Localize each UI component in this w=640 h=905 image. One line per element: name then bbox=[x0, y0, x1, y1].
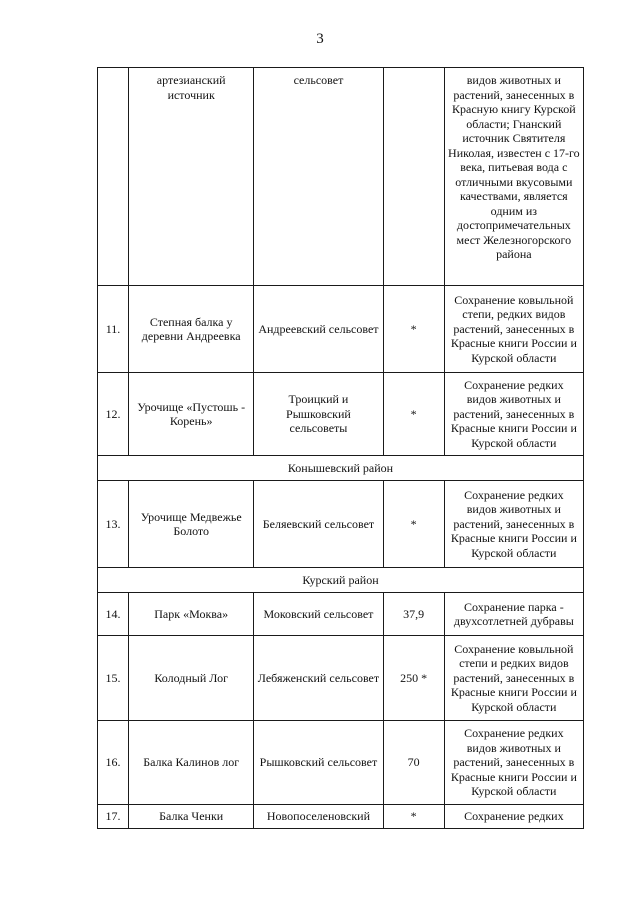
site-name: артезианский источник bbox=[129, 68, 254, 286]
row-number: 13. bbox=[98, 481, 129, 568]
site-name: Балка Калинов лог bbox=[129, 721, 254, 805]
site-location: Моковский сельсовет bbox=[254, 593, 383, 636]
row-number: 17. bbox=[98, 805, 129, 829]
table-row bbox=[98, 68, 584, 286]
site-name: Колодный Лог bbox=[129, 636, 254, 721]
reserves-table bbox=[97, 67, 584, 829]
row-number: 15. bbox=[98, 636, 129, 721]
site-area: * bbox=[383, 286, 444, 373]
site-name: Урочище Медвежье Болото bbox=[129, 481, 254, 568]
site-location: Беляевский сельсовет bbox=[254, 481, 383, 568]
site-name: Урочище «Пустошь - Корень» bbox=[129, 373, 254, 456]
site-purpose: Сохранение редких видов животных и растений, занесенных в Красные книги России и Курской области bbox=[444, 481, 583, 568]
table-row bbox=[98, 593, 584, 636]
table-row bbox=[98, 721, 584, 805]
site-area: * bbox=[383, 805, 444, 829]
site-purpose: Сохранение ковыльной степи, редких видов растений, занесенных в Красные книги России и Курской области bbox=[444, 286, 583, 373]
site-location: Новопоселеновский bbox=[254, 805, 383, 829]
row-number: 11. bbox=[98, 286, 129, 373]
row-number: 16. bbox=[98, 721, 129, 805]
district-row bbox=[98, 568, 584, 593]
table-row bbox=[98, 636, 584, 721]
district-heading: Курский район bbox=[98, 568, 584, 593]
site-name: Балка Ченки bbox=[129, 805, 254, 829]
site-location: сельсовет bbox=[254, 68, 383, 286]
site-purpose: видов животных и растений, занесенных в Красную книгу Курской области; Гнанский источник Святителя Николая, известен с 17-го века, питьевая вода с отличными вкусовыми качествами, является одним из достопримечательных мест Железногорского района bbox=[444, 68, 583, 286]
site-name: Степная балка у деревни Андреевка bbox=[129, 286, 254, 373]
site-area: * bbox=[383, 373, 444, 456]
site-area bbox=[383, 68, 444, 286]
table-row bbox=[98, 805, 584, 829]
site-purpose: Сохранение парка - двухсотлетней дубравы bbox=[444, 593, 583, 636]
district-heading: Конышевский район bbox=[98, 456, 584, 481]
row-number: 14. bbox=[98, 593, 129, 636]
site-area: 250 * bbox=[383, 636, 444, 721]
site-name: Парк «Моква» bbox=[129, 593, 254, 636]
site-location: Рышковский сельсовет bbox=[254, 721, 383, 805]
site-location: Лебяженский сельсовет bbox=[254, 636, 383, 721]
site-purpose: Сохранение редких видов животных и растений, занесенных в Красные книги России и Курской области bbox=[444, 373, 583, 456]
site-area: * bbox=[383, 481, 444, 568]
page-number: 3 bbox=[316, 31, 324, 47]
site-purpose: Сохранение ковыльной степи и редких видов растений, занесенных в Красные книги России и Курской области bbox=[444, 636, 583, 721]
site-location: Андреевский сельсовет bbox=[254, 286, 383, 373]
site-purpose: Сохранение редких bbox=[444, 805, 583, 829]
site-area: 37,9 bbox=[383, 593, 444, 636]
district-row bbox=[98, 456, 584, 481]
table-row bbox=[98, 481, 584, 568]
row-number: 12. bbox=[98, 373, 129, 456]
table-row bbox=[98, 286, 584, 373]
site-location: Троицкий и Рышковский сельсоветы bbox=[254, 373, 383, 456]
site-area: 70 bbox=[383, 721, 444, 805]
row-number bbox=[98, 68, 129, 286]
site-purpose: Сохранение редких видов животных и растений, занесенных в Красные книги России и Курской области bbox=[444, 721, 583, 805]
table-row bbox=[98, 373, 584, 456]
